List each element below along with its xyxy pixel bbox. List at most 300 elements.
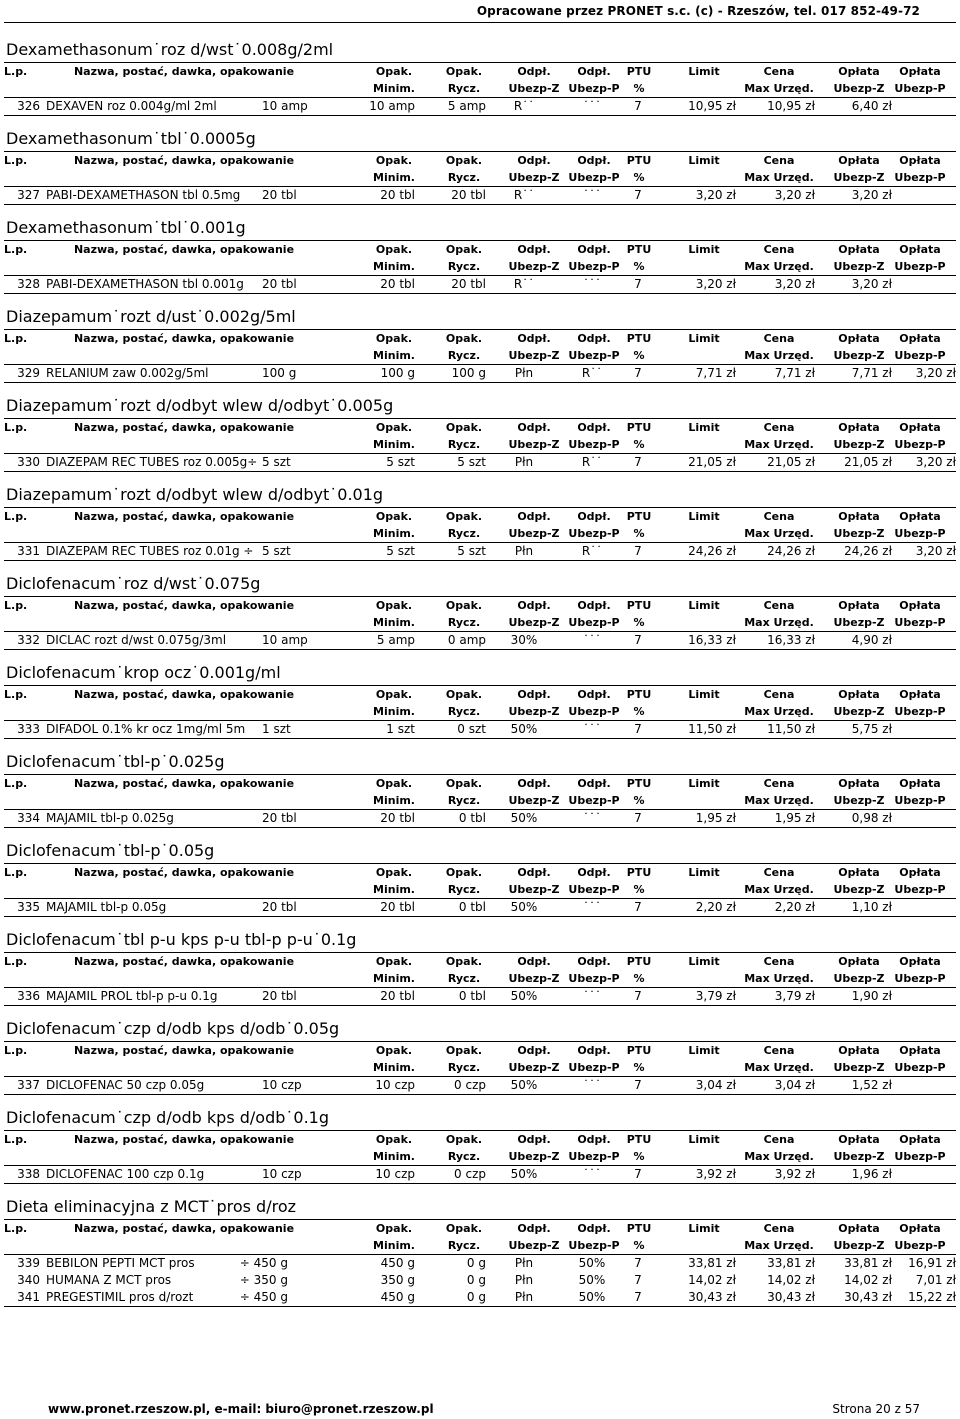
column-header: Minim. bbox=[373, 883, 415, 896]
refund-z-cell: 30% bbox=[510, 633, 538, 647]
column-header: Opak. bbox=[375, 510, 413, 523]
column-header: Opak. bbox=[375, 1044, 413, 1057]
table-header-row bbox=[4, 596, 956, 614]
column-header: Nazwa, postać, dawka, opakowanie bbox=[73, 688, 295, 701]
column-header: Ubezp-Z bbox=[508, 616, 560, 629]
section-title: Diclofenacum˙czp d/odb kps d/odb˙0.1g bbox=[6, 1108, 330, 1127]
drug-table bbox=[4, 1219, 956, 1307]
column-header: Max Urzęd. bbox=[744, 794, 814, 807]
column-header: Odpł. bbox=[577, 510, 611, 523]
product-name-cell: DIAZEPAM REC TUBES roz 0.005g÷ bbox=[46, 455, 258, 469]
drug-section bbox=[0, 560, 960, 649]
section-title: Diazepamum˙rozt d/ust˙0.002g/5ml bbox=[6, 307, 296, 326]
column-header: % bbox=[633, 349, 645, 362]
column-header: Minim. bbox=[373, 705, 415, 718]
product-name-cell: PABI-DEXAMETHASON tbl 0.5mg bbox=[46, 188, 241, 202]
package-size-cell: 20 tbl bbox=[262, 900, 297, 914]
refund-p-cell: ˙˙˙ bbox=[583, 1167, 601, 1181]
column-header: Ubezp-P bbox=[568, 438, 620, 451]
limit-price-cell: 2,20 zł bbox=[695, 900, 736, 914]
product-name-cell: PREGESTIMIL pros d/rozt bbox=[46, 1290, 194, 1304]
column-header: Opłata bbox=[899, 955, 941, 968]
column-header: % bbox=[633, 883, 645, 896]
package-flat-cell: 20 tbl bbox=[451, 188, 486, 202]
table-row bbox=[4, 454, 956, 472]
column-header: Ubezp-Z bbox=[508, 171, 560, 184]
column-header: Ubezp-P bbox=[568, 1239, 620, 1252]
column-header: Ubezp-P bbox=[894, 171, 946, 184]
column-header: % bbox=[633, 438, 645, 451]
column-header: Max Urzęd. bbox=[744, 82, 814, 95]
column-header: Limit bbox=[688, 421, 720, 434]
row-number-cell: 339 bbox=[17, 1256, 40, 1270]
vat-cell: 7 bbox=[634, 1078, 642, 1092]
table-row bbox=[4, 98, 956, 116]
column-header: Rycz. bbox=[447, 260, 481, 273]
package-min-cell: 20 tbl bbox=[380, 900, 415, 914]
column-header: Ubezp-Z bbox=[508, 349, 560, 362]
column-header: Opłata bbox=[838, 1044, 880, 1057]
product-name-cell: DICLOFENAC 100 czp 0.1g bbox=[46, 1167, 205, 1181]
column-header: L.p. bbox=[4, 154, 28, 167]
refund-p-cell: ˙˙˙ bbox=[583, 188, 601, 202]
column-header: Rycz. bbox=[447, 616, 481, 629]
drug-section bbox=[0, 204, 960, 293]
column-header: Opłata bbox=[899, 1133, 941, 1146]
payment-z-cell: 24,26 zł bbox=[844, 544, 892, 558]
max-price-cell: 11,50 zł bbox=[767, 722, 815, 736]
column-header: Ubezp-P bbox=[894, 527, 946, 540]
product-name-cell: DIFADOL 0.1% kr ocz 1mg/ml 5m bbox=[46, 722, 246, 736]
column-header: L.p. bbox=[4, 955, 28, 968]
max-price-cell: 3,20 zł bbox=[774, 277, 815, 291]
column-header: Limit bbox=[688, 1222, 720, 1235]
limit-price-cell: 24,26 zł bbox=[688, 544, 736, 558]
drug-section bbox=[0, 1183, 960, 1304]
column-header: Opak. bbox=[375, 65, 413, 78]
package-min-cell: 350 g bbox=[380, 1273, 415, 1287]
row-number-cell: 340 bbox=[17, 1273, 40, 1287]
limit-price-cell: 7,71 zł bbox=[695, 366, 736, 380]
row-number-cell: 327 bbox=[17, 188, 40, 202]
column-header: Minim. bbox=[373, 171, 415, 184]
column-header: Odpł. bbox=[577, 1133, 611, 1146]
column-header: Opłata bbox=[899, 65, 941, 78]
column-header: PTU bbox=[626, 599, 652, 612]
package-flat-cell: 0 czp bbox=[454, 1078, 486, 1092]
limit-price-cell: 3,04 zł bbox=[695, 1078, 736, 1092]
table-row bbox=[4, 632, 956, 650]
table-header-row bbox=[4, 169, 956, 187]
drug-sections bbox=[0, 26, 960, 1304]
column-header: Minim. bbox=[373, 972, 415, 985]
drug-section bbox=[0, 738, 960, 827]
column-header: L.p. bbox=[4, 243, 28, 256]
drug-table bbox=[4, 240, 956, 294]
column-header: Opak. bbox=[445, 599, 483, 612]
drug-table bbox=[4, 952, 956, 1006]
refund-p-cell: 50% bbox=[578, 1290, 606, 1304]
max-price-cell: 14,02 zł bbox=[767, 1273, 815, 1287]
table-row bbox=[4, 1166, 956, 1184]
column-header: Minim. bbox=[373, 349, 415, 362]
drug-table bbox=[4, 685, 956, 739]
column-header: Limit bbox=[688, 599, 720, 612]
package-min-cell: 20 tbl bbox=[380, 989, 415, 1003]
drug-section bbox=[0, 115, 960, 204]
table-header-row bbox=[4, 1219, 956, 1237]
limit-price-cell: 14,02 zł bbox=[688, 1273, 736, 1287]
package-size-cell: 10 amp bbox=[262, 633, 308, 647]
refund-p-cell: ˙˙˙ bbox=[583, 989, 601, 1003]
column-header: Ubezp-Z bbox=[508, 972, 560, 985]
payment-p-cell: 7,01 zł bbox=[915, 1273, 956, 1287]
column-header: Opłata bbox=[838, 510, 880, 523]
column-header: Ubezp-P bbox=[568, 794, 620, 807]
section-title: Diclofenacum˙tbl p-u kps p-u tbl-p p-u˙0.1g bbox=[6, 930, 357, 949]
column-header: Rycz. bbox=[447, 527, 481, 540]
table-header-row bbox=[4, 685, 956, 703]
refund-z-cell: Płn bbox=[514, 1256, 534, 1270]
limit-price-cell: 33,81 zł bbox=[688, 1256, 736, 1270]
column-header: Opłata bbox=[838, 599, 880, 612]
column-header: Opłata bbox=[838, 154, 880, 167]
table-row bbox=[4, 187, 956, 205]
refund-z-cell: 50% bbox=[510, 1078, 538, 1092]
product-name-cell: DICLOFENAC 50 czp 0.05g bbox=[46, 1078, 205, 1092]
column-header: Cena bbox=[763, 421, 795, 434]
row-number-cell: 338 bbox=[17, 1167, 40, 1181]
limit-price-cell: 30,43 zł bbox=[688, 1290, 736, 1304]
column-header: Nazwa, postać, dawka, opakowanie bbox=[73, 1044, 295, 1057]
column-header: PTU bbox=[626, 1222, 652, 1235]
column-header: Opak. bbox=[445, 154, 483, 167]
drug-table bbox=[4, 596, 956, 650]
limit-price-cell: 21,05 zł bbox=[688, 455, 736, 469]
refund-z-cell: R˙˙ bbox=[513, 99, 535, 113]
column-header: % bbox=[633, 527, 645, 540]
vat-cell: 7 bbox=[634, 900, 642, 914]
column-header: Nazwa, postać, dawka, opakowanie bbox=[73, 1222, 295, 1235]
table-row bbox=[4, 276, 956, 294]
drug-section bbox=[0, 382, 960, 471]
drug-table bbox=[4, 418, 956, 472]
column-header: Minim. bbox=[373, 527, 415, 540]
section-title: Dexamethasonum˙tbl˙0.001g bbox=[6, 218, 246, 237]
column-header: Opak. bbox=[445, 688, 483, 701]
limit-price-cell: 11,50 zł bbox=[688, 722, 736, 736]
package-flat-cell: 0 amp bbox=[447, 633, 486, 647]
column-header: Opłata bbox=[838, 243, 880, 256]
product-name-cell: RELANIUM zaw 0.002g/5ml bbox=[46, 366, 209, 380]
drug-section bbox=[0, 471, 960, 560]
column-header: Minim. bbox=[373, 260, 415, 273]
payment-z-cell: 3,20 zł bbox=[851, 277, 892, 291]
product-name-cell: MAJAMIL tbl-p 0.025g bbox=[46, 811, 174, 825]
column-header: L.p. bbox=[4, 421, 28, 434]
column-header: % bbox=[633, 82, 645, 95]
drug-table bbox=[4, 774, 956, 828]
column-header: Opłata bbox=[899, 154, 941, 167]
max-price-cell: 3,20 zł bbox=[774, 188, 815, 202]
table-header-row bbox=[4, 418, 956, 436]
package-flat-cell: 5 szt bbox=[457, 544, 486, 558]
payment-z-cell: 1,96 zł bbox=[851, 1167, 892, 1181]
column-header: L.p. bbox=[4, 866, 28, 879]
column-header: Opłata bbox=[899, 1222, 941, 1235]
page-header-title: Opracowane przez PRONET s.c. (c) - Rzeszów, tel. 017 852-49-72 bbox=[476, 4, 920, 18]
table-row bbox=[4, 810, 956, 828]
column-header: Max Urzęd. bbox=[744, 1150, 814, 1163]
column-header: Nazwa, postać, dawka, opakowanie bbox=[73, 955, 295, 968]
drug-table bbox=[4, 507, 956, 561]
column-header: Rycz. bbox=[447, 705, 481, 718]
column-header: Max Urzęd. bbox=[744, 972, 814, 985]
section-title: Dexamethasonum˙roz d/wst˙0.008g/2ml bbox=[6, 40, 334, 59]
column-header: Max Urzęd. bbox=[744, 705, 814, 718]
column-header: Ubezp-P bbox=[894, 883, 946, 896]
column-header: Ubezp-Z bbox=[508, 883, 560, 896]
column-header: Max Urzęd. bbox=[744, 171, 814, 184]
column-header: % bbox=[633, 705, 645, 718]
package-min-cell: 1 szt bbox=[386, 722, 415, 736]
column-header: Cena bbox=[763, 154, 795, 167]
column-header: Ubezp-P bbox=[894, 82, 946, 95]
refund-z-cell: 50% bbox=[510, 811, 538, 825]
refund-z-cell: 50% bbox=[510, 989, 538, 1003]
column-header: Opłata bbox=[899, 777, 941, 790]
refund-p-cell: ˙˙˙ bbox=[583, 811, 601, 825]
column-header: Opłata bbox=[838, 1133, 880, 1146]
column-header: PTU bbox=[626, 65, 652, 78]
column-header: Opak. bbox=[445, 955, 483, 968]
column-header: L.p. bbox=[4, 65, 28, 78]
product-name-cell: MAJAMIL PROL tbl-p p-u 0.1g bbox=[46, 989, 218, 1003]
column-header: Opak. bbox=[445, 1133, 483, 1146]
column-header: Odpł. bbox=[577, 65, 611, 78]
column-header: % bbox=[633, 1061, 645, 1074]
column-header: Ubezp-P bbox=[894, 260, 946, 273]
column-header: Odpł. bbox=[577, 866, 611, 879]
drug-table bbox=[4, 329, 956, 383]
column-header: Limit bbox=[688, 688, 720, 701]
column-header: Rycz. bbox=[447, 438, 481, 451]
column-header: Minim. bbox=[373, 438, 415, 451]
package-flat-cell: 0 tbl bbox=[458, 811, 486, 825]
package-size-cell: 100 g bbox=[262, 366, 297, 380]
refund-p-cell: 50% bbox=[578, 1256, 606, 1270]
package-flat-cell: 100 g bbox=[451, 366, 486, 380]
column-header: Ubezp-P bbox=[568, 1150, 620, 1163]
column-header: Opak. bbox=[445, 1044, 483, 1057]
max-price-cell: 24,26 zł bbox=[767, 544, 815, 558]
column-header: Ubezp-P bbox=[568, 527, 620, 540]
column-header: Ubezp-P bbox=[894, 705, 946, 718]
package-flat-cell: 0 g bbox=[466, 1290, 486, 1304]
table-header-row bbox=[4, 436, 956, 454]
column-header: Limit bbox=[688, 866, 720, 879]
column-header: PTU bbox=[626, 688, 652, 701]
column-header: Ubezp-Z bbox=[833, 972, 885, 985]
column-header: % bbox=[633, 616, 645, 629]
table-header-row bbox=[4, 329, 956, 347]
max-price-cell: 3,79 zł bbox=[774, 989, 815, 1003]
column-header: Odpł. bbox=[577, 332, 611, 345]
row-number-cell: 333 bbox=[17, 722, 40, 736]
package-size-cell: ÷ 450 g bbox=[239, 1256, 288, 1270]
payment-p-cell: 3,20 zł bbox=[915, 455, 956, 469]
column-header: L.p. bbox=[4, 1222, 28, 1235]
payment-z-cell: 1,10 zł bbox=[851, 900, 892, 914]
column-header: Odpł. bbox=[517, 154, 551, 167]
table-header-row bbox=[4, 80, 956, 98]
column-header: Odpł. bbox=[577, 1044, 611, 1057]
column-header: Odpł. bbox=[577, 688, 611, 701]
max-price-cell: 7,71 zł bbox=[774, 366, 815, 380]
drug-section bbox=[0, 827, 960, 916]
column-header: Rycz. bbox=[447, 1150, 481, 1163]
refund-p-cell: R˙˙ bbox=[581, 455, 603, 469]
payment-p-cell: 15,22 zł bbox=[908, 1290, 956, 1304]
column-header: Opłata bbox=[838, 1222, 880, 1235]
column-header: Opak. bbox=[445, 332, 483, 345]
drug-table bbox=[4, 863, 956, 917]
package-size-cell: 20 tbl bbox=[262, 811, 297, 825]
column-header: Ubezp-Z bbox=[508, 1150, 560, 1163]
column-header: Opłata bbox=[899, 688, 941, 701]
column-header: Opak. bbox=[375, 243, 413, 256]
limit-price-cell: 3,92 zł bbox=[695, 1167, 736, 1181]
product-name-cell: PABI-DEXAMETHASON tbl 0.001g bbox=[46, 277, 244, 291]
column-header: Ubezp-Z bbox=[508, 527, 560, 540]
column-header: Limit bbox=[688, 777, 720, 790]
column-header: Opłata bbox=[899, 599, 941, 612]
column-header: Ubezp-P bbox=[894, 972, 946, 985]
column-header: Ubezp-Z bbox=[508, 260, 560, 273]
max-price-cell: 30,43 zł bbox=[767, 1290, 815, 1304]
column-header: Minim. bbox=[373, 1061, 415, 1074]
column-header: Nazwa, postać, dawka, opakowanie bbox=[73, 1133, 295, 1146]
column-header: Ubezp-Z bbox=[833, 616, 885, 629]
package-min-cell: 20 tbl bbox=[380, 188, 415, 202]
section-title: Diclofenacum˙czp d/odb kps d/odb˙0.05g bbox=[6, 1019, 340, 1038]
payment-p-cell: 3,20 zł bbox=[915, 544, 956, 558]
column-header: Odpł. bbox=[517, 510, 551, 523]
column-header: Odpł. bbox=[517, 1222, 551, 1235]
table-row bbox=[4, 1289, 956, 1307]
table-header-row bbox=[4, 970, 956, 988]
header-divider bbox=[4, 22, 956, 23]
column-header: Odpł. bbox=[577, 777, 611, 790]
column-header: Ubezp-P bbox=[894, 438, 946, 451]
column-header: Opak. bbox=[375, 154, 413, 167]
payment-p-cell: 16,91 zł bbox=[908, 1256, 956, 1270]
column-header: Ubezp-P bbox=[894, 349, 946, 362]
drug-section bbox=[0, 293, 960, 382]
column-header: PTU bbox=[626, 1044, 652, 1057]
drug-section bbox=[0, 1094, 960, 1183]
refund-p-cell: ˙˙˙ bbox=[583, 633, 601, 647]
column-header: Nazwa, postać, dawka, opakowanie bbox=[73, 332, 295, 345]
table-header-row bbox=[4, 1041, 956, 1059]
payment-z-cell: 6,40 zł bbox=[851, 99, 892, 113]
column-header: Odpł. bbox=[517, 599, 551, 612]
column-header: % bbox=[633, 794, 645, 807]
max-price-cell: 21,05 zł bbox=[767, 455, 815, 469]
column-header: Minim. bbox=[373, 794, 415, 807]
column-header: Cena bbox=[763, 1222, 795, 1235]
column-header: Rycz. bbox=[447, 1239, 481, 1252]
refund-p-cell: ˙˙˙ bbox=[583, 722, 601, 736]
drug-section bbox=[0, 916, 960, 1005]
column-header: PTU bbox=[626, 777, 652, 790]
column-header: Max Urzęd. bbox=[744, 616, 814, 629]
payment-z-cell: 0,98 zł bbox=[851, 811, 892, 825]
payment-z-cell: 7,71 zł bbox=[851, 366, 892, 380]
column-header: Odpł. bbox=[577, 243, 611, 256]
column-header: PTU bbox=[626, 243, 652, 256]
refund-z-cell: Płn bbox=[514, 1290, 534, 1304]
column-header: Cena bbox=[763, 65, 795, 78]
column-header: Nazwa, postać, dawka, opakowanie bbox=[73, 866, 295, 879]
payment-z-cell: 33,81 zł bbox=[844, 1256, 892, 1270]
section-title: Dieta eliminacyjna z MCT˙pros d/roz bbox=[6, 1197, 297, 1216]
column-header: Limit bbox=[688, 1044, 720, 1057]
table-row bbox=[4, 1255, 956, 1272]
table-header-row bbox=[4, 774, 956, 792]
column-header: Opłata bbox=[838, 332, 880, 345]
product-name-cell: BEBILON PEPTI MCT pros bbox=[46, 1256, 195, 1270]
column-header: Opak. bbox=[445, 243, 483, 256]
row-number-cell: 330 bbox=[17, 455, 40, 469]
row-number-cell: 329 bbox=[17, 366, 40, 380]
max-price-cell: 33,81 zł bbox=[767, 1256, 815, 1270]
package-flat-cell: 0 tbl bbox=[458, 900, 486, 914]
column-header: % bbox=[633, 260, 645, 273]
refund-p-cell: ˙˙˙ bbox=[583, 277, 601, 291]
column-header: PTU bbox=[626, 1133, 652, 1146]
section-title: Diazepamum˙rozt d/odbyt wlew d/odbyt˙0.005g bbox=[6, 396, 394, 415]
column-header: Opłata bbox=[838, 955, 880, 968]
column-header: Opak. bbox=[375, 599, 413, 612]
table-header-row bbox=[4, 952, 956, 970]
payment-z-cell: 1,52 zł bbox=[851, 1078, 892, 1092]
table-header-row bbox=[4, 62, 956, 80]
vat-cell: 7 bbox=[634, 1273, 642, 1287]
column-header: Opłata bbox=[899, 421, 941, 434]
column-header: Ubezp-Z bbox=[508, 1061, 560, 1074]
column-header: Ubezp-Z bbox=[508, 82, 560, 95]
column-header: L.p. bbox=[4, 1133, 28, 1146]
product-name-cell: DICLAC rozt d/wst 0.075g/3ml bbox=[46, 633, 227, 647]
package-size-cell: 1 szt bbox=[262, 722, 291, 736]
column-header: Ubezp-Z bbox=[508, 438, 560, 451]
column-header: Opak. bbox=[375, 1133, 413, 1146]
section-title: Dexamethasonum˙tbl˙0.0005g bbox=[6, 129, 256, 148]
column-header: Limit bbox=[688, 65, 720, 78]
column-header: Odpł. bbox=[517, 332, 551, 345]
table-header-row bbox=[4, 863, 956, 881]
row-number-cell: 328 bbox=[17, 277, 40, 291]
column-header: Opłata bbox=[899, 332, 941, 345]
package-min-cell: 5 amp bbox=[376, 633, 415, 647]
refund-z-cell: R˙˙ bbox=[513, 188, 535, 202]
package-min-cell: 20 tbl bbox=[380, 811, 415, 825]
column-header: Opłata bbox=[899, 510, 941, 523]
column-header: Max Urzęd. bbox=[744, 883, 814, 896]
column-header: Odpł. bbox=[577, 154, 611, 167]
column-header: Minim. bbox=[373, 1239, 415, 1252]
